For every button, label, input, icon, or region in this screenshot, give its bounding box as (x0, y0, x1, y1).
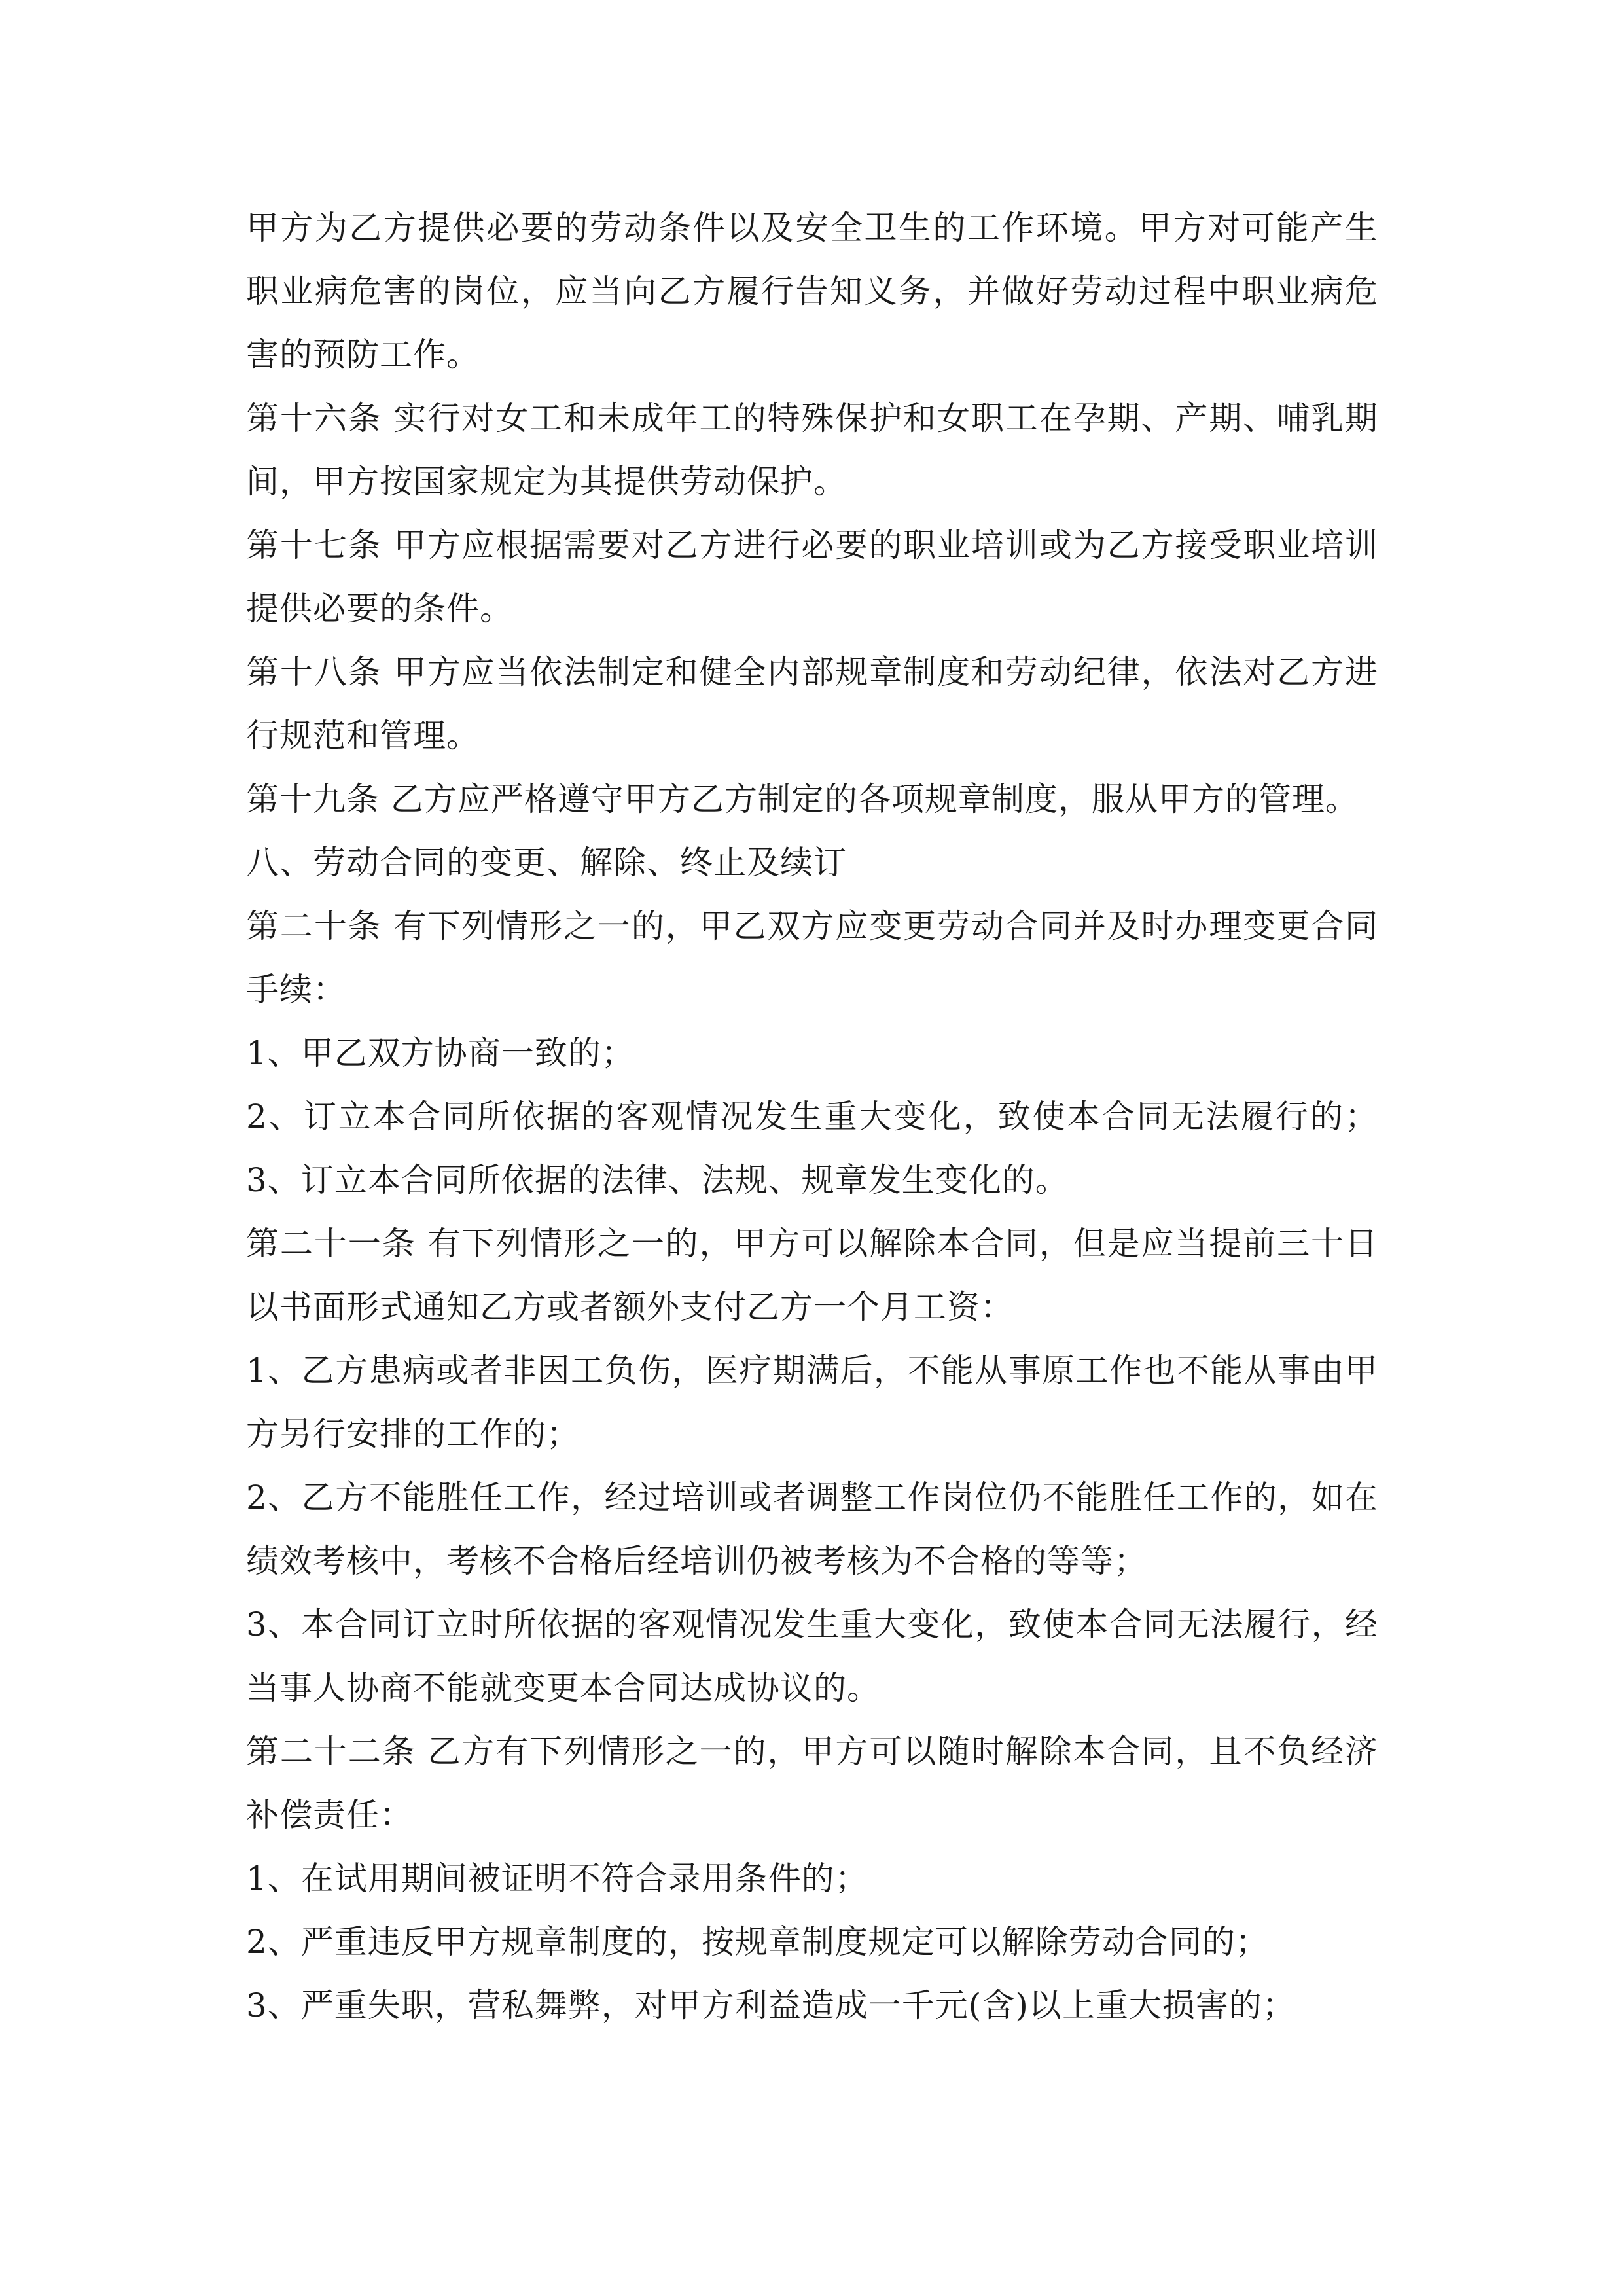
list-item-20-2-3: 2、订立本合同所依据的客观情况发生重大变化，致使本合同无法履行的；3、订立本合同所依据的法律、法规、规章发生变化的。 (246, 1098, 1378, 1199)
list-item-21-2: 2、乙方不能胜任工作，经过培训或者调整工作岗位仍不能胜任工作的，如在绩效考核中，考核不合格后经培训仍被考核为不合格的等等； (246, 1479, 1378, 1580)
paragraph-article-22: 第二十二条 乙方有下列情形之一的，甲方可以随时解除本合同，且不负经济补偿责任： (246, 1732, 1378, 1834)
list-item-22-3: 3、严重失职，营私舞弊，对甲方利益造成一千元(含)以上重大损害的； (246, 1986, 1296, 2024)
paragraph-safety-environment: 甲方为乙方提供必要的劳动条件以及安全卫生的工作环境。甲方对可能产生职业病危害的岗位，应当向乙方履行告知义务，并做好劳动过程中职业病危害的预防工作。 (246, 209, 1378, 374)
list-item-22-1: 1、在试用期间被证明不符合录用条件的； (246, 1859, 868, 1897)
section-heading-8: 八、劳动合同的变更、解除、终止及续订 (246, 844, 847, 882)
document-body (246, 196, 1378, 2037)
list-item-22-2: 2、严重违反甲方规章制度的，按规章制度规定可以解除劳动合同的； (246, 1923, 1269, 1961)
paragraph-article-17: 第十七条 甲方应根据需要对乙方进行必要的职业培训或为乙方接受职业培训提供必要的条件。 (246, 526, 1378, 628)
paragraph-article-16: 第十六条 实行对女工和未成年工的特殊保护和女职工在孕期、产期、哺乳期间，甲方按国家规定为其提供劳动保护。 (246, 399, 1378, 501)
paragraph-article-18: 第十八条 甲方应当依法制定和健全内部规章制度和劳动纪律，依法对乙方进行规范和管理。 (246, 653, 1378, 755)
paragraph-article-19: 第十九条 乙方应严格遵守甲方乙方制定的各项规章制度，服从甲方的管理。 (246, 780, 1359, 818)
list-item-21-3: 3、本合同订立时所依据的客观情况发生重大变化，致使本合同无法履行，经当事人协商不能就变更本合同达成协议的。 (246, 1605, 1378, 1707)
paragraph-article-21: 第二十一条 有下列情形之一的，甲方可以解除本合同，但是应当提前三十日以书面形式通知乙方或者额外支付乙方一个月工资： (246, 1225, 1378, 1326)
list-item-20-1: 1、甲乙双方协商一致的； (246, 1034, 635, 1072)
paragraph-article-20: 第二十条 有下列情形之一的，甲乙双方应变更劳动合同并及时办理变更合同手续： (246, 907, 1378, 1009)
list-item-21-1: 1、乙方患病或者非因工负伤，医疗期满后，不能从事原工作也不能从事由甲方另行安排的工作的； (246, 1352, 1378, 1453)
